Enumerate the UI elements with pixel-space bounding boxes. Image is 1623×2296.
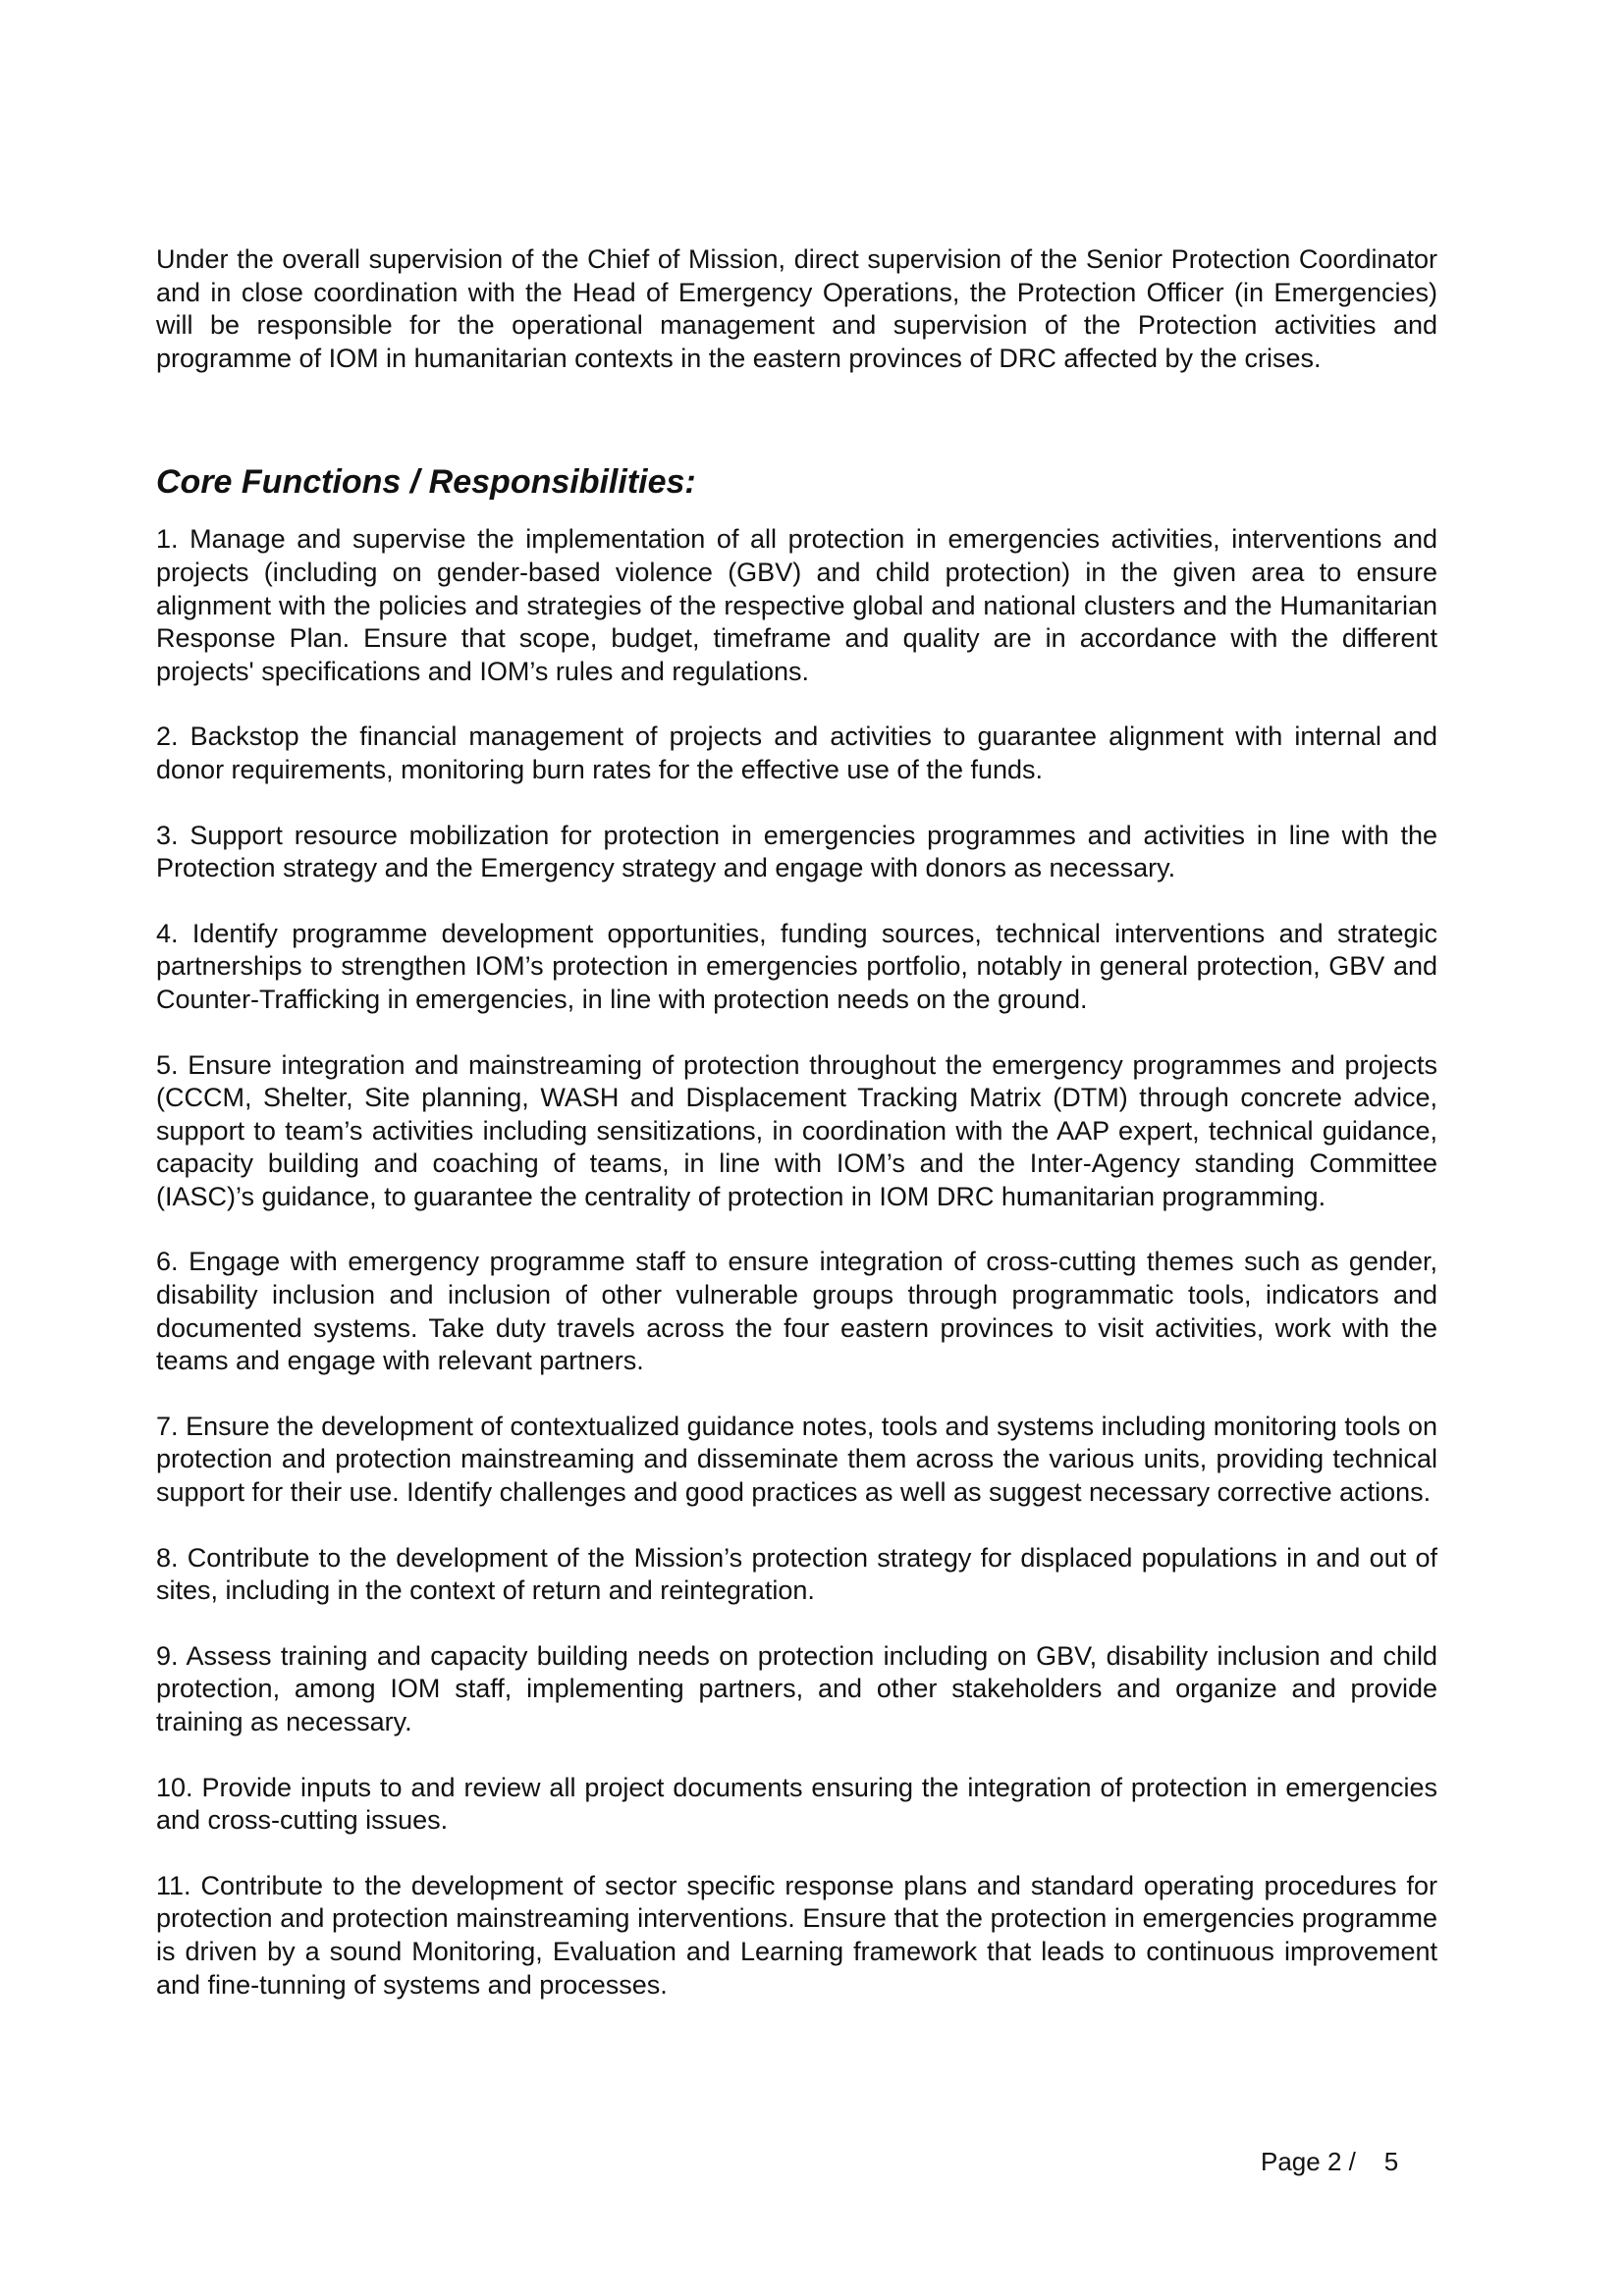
total-pages: 5: [1383, 2147, 1399, 2176]
page-content: [156, 243, 1437, 2034]
page-label: Page 2 /: [1261, 2147, 1356, 2176]
page-number: [1261, 2146, 1398, 2177]
responsibilities-list: [156, 523, 1437, 2002]
responsibility-item-9: 9. Assess training and capacity building needs on protection including on GBV, disability inclusion and child protection, among IOM staff, implementing partners, and other stakeholders and organize and provide training as necessary.: [156, 1640, 1437, 1736]
responsibility-item-1: 1. Manage and supervise the implementation of all protection in emergencies activities, interventions and projects (including on gender-based violence (GBV) and child protection) in the given area to ensure alignment with the policies and strategies of the respective global and national clusters and the Humanitarian Response Plan. Ensure that scope, budget, timeframe and quality are in accordance with the different projects' specifications and IOM’s rules and regulations.: [156, 524, 1437, 686]
responsibility-item-11: 11. Contribute to the development of sector specific response plans and standard operating procedures for protection and protection mainstreaming interventions. Ensure that the protection in emergencies programme is driven by a sound Monitoring, Evaluation and Learning framework that leads to continuous improvement and fine-tunning of systems and processes.: [156, 1870, 1437, 2000]
responsibility-item-8: 8. Contribute to the development of the Mission’s protection strategy for displaced populations in and out of sites, including in the context of return and reintegration.: [156, 1542, 1437, 1606]
responsibility-item-5: 5. Ensure integration and mainstreaming of protection throughout the emergency programmes and projects (CCCM, Shelter, Site planning, WASH and Displacement Tracking Matrix (DTM) through concrete advice, support to team’s activities including sensitizations, in coordination with the AAP expert, technical guidance, capacity building and coaching of teams, in line with IOM’s and the Inter-Agency standing Committee (IASC)’s guidance, to guarantee the centrality of protection in IOM DRC humanitarian programming.: [156, 1049, 1437, 1211]
page-gap: [1356, 2147, 1384, 2176]
responsibility-item-4: 4. Identify programme development opportunities, funding sources, technical interventions and strategic partnerships to strengthen IOM’s protection in emergencies portfolio, notably in general protection, GBV and Counter-Trafficking in emergencies, in line with protection needs on the ground.: [156, 918, 1437, 1014]
responsibility-item-10: 10. Provide inputs to and review all project documents ensuring the integration of protection in emergencies and cross-cutting issues.: [156, 1772, 1437, 1836]
responsibility-item-2: 2. Backstop the financial management of projects and activities to guarantee alignment with internal and donor requirements, monitoring burn rates for the effective use of the funds.: [156, 721, 1437, 784]
responsibility-item-7: 7. Ensure the development of contextualized guidance notes, tools and systems including monitoring tools on protection and protection mainstreaming and disseminate them across the various units, providing technical support for their use. Identify challenges and good practices as well as suggest necessary corrective actions.: [156, 1411, 1437, 1508]
responsibility-item-3: 3. Support resource mobilization for protection in emergencies programmes and activities in line with the Protection strategy and the Emergency strategy and engage with donors as necessary.: [156, 820, 1437, 883]
intro-paragraph: Under the overall supervision of the Chief of Mission, direct supervision of the Senior Protection Coordinator and in close coordination with the Head of Emergency Operations, the Protection Officer (in Emergencies) will be responsible for the operational management and supervision of the Protection activities and programme of IOM in humanitarian contexts in the eastern provinces of DRC affected by the crises.: [156, 244, 1437, 373]
section-heading: Core Functions / Responsibilities:: [156, 463, 696, 502]
responsibility-item-6: 6. Engage with emergency programme staff to ensure integration of cross-cutting themes such as gender, disability inclusion and inclusion of other vulnerable groups through programmatic tools, indicators and documented systems. Take duty travels across the four eastern provinces to visit activities, work with the teams and engage with relevant partners.: [156, 1247, 1437, 1376]
